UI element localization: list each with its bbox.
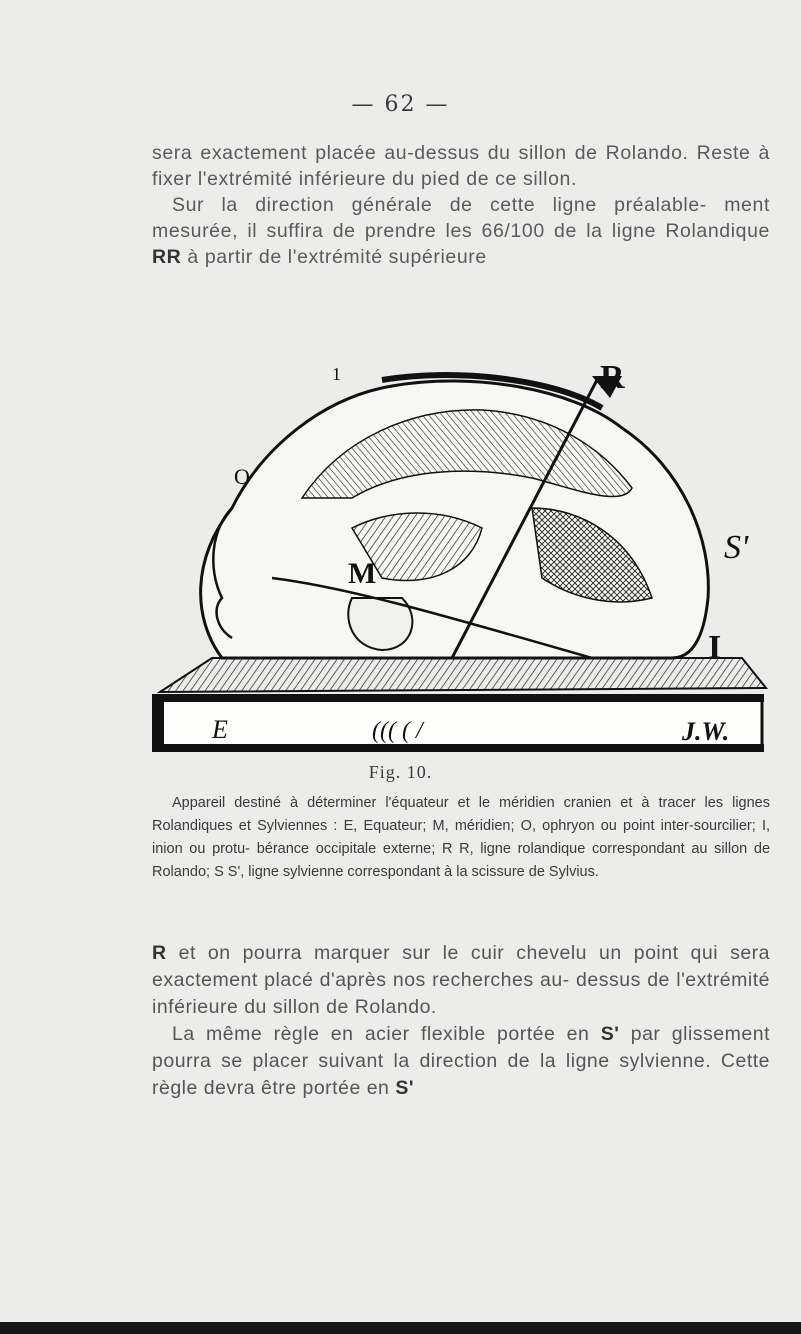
caption-line-1: Appareil destiné à déterminer l'équateur et le méridien cranien <box>172 795 612 811</box>
figure-label-r: R <box>600 359 625 396</box>
caption-line-2: et à tracer les lignes Rolandiques et Sylviennes : E, Equateur; <box>152 795 770 834</box>
paragraph-top-line-2: Rolando. Reste à fixer l'extrémité inférieure du pied <box>152 142 770 190</box>
paragraph-bottom-line-5: glissement pourra se placer suivant la direction de <box>152 1023 770 1072</box>
figure-label-s-prime: S' <box>724 529 749 566</box>
paragraph-bottom-line-3: dessus de l'extrémité inférieure du sillon de Rolando. <box>152 969 770 1018</box>
paragraph-bottom-line-4-bold: S' <box>600 1023 620 1045</box>
figure-ruler-marks: ((( ( / <box>372 718 423 744</box>
page-number: — 62 — <box>351 92 450 117</box>
figure-engraving <box>152 358 774 754</box>
figure-label-m: M <box>348 557 377 590</box>
caption-line-3: M, méridien; O, ophryon ou point inter-sourcilier; I, inion ou protu- <box>152 818 770 857</box>
paragraph-top <box>152 140 770 270</box>
paragraph-top-line-6b: à partir de l'extrémité supérieure <box>181 246 487 268</box>
paragraph-top-line-4: Sur la direction générale de cette ligne préalable- <box>172 194 707 216</box>
paragraph-top-line-3: de ce sillon. <box>466 168 578 190</box>
paragraph-bottom-line-1: et on pourra marquer sur le cuir chevelu un point <box>166 942 679 964</box>
figure-label-i: I <box>708 629 722 666</box>
figure-engraver-signature: J.W. <box>682 717 730 746</box>
paragraph-top-line-6-bold: RR <box>152 246 182 268</box>
paragraph-top-line-5: ment mesurée, il suffira de prendre les 66/100 de la <box>152 194 770 242</box>
caption-line-6: de Sylvius. <box>528 864 599 880</box>
paragraph-top-line-1: sera exactement placée au-dessus du sillon de <box>152 142 598 164</box>
figure-number: Fig. 10. <box>368 762 433 782</box>
paragraph-bottom-line-1-bold: R <box>152 942 167 964</box>
paragraph-bottom-line-6: la ligne sylvienne. Cette règle devra être portée en <box>152 1050 771 1099</box>
caption-line-4: bérance occipitale externe; R R, ligne rolandique correspondant au <box>256 841 708 857</box>
head-apparatus-illustration <box>152 358 774 754</box>
paragraph-top-line-6a: ligne Rolandique <box>611 220 770 242</box>
caption-line-5: sillon de Rolando; S S', ligne sylvienne correspondant à la scissure <box>152 841 771 880</box>
paragraph-bottom-line-6-bold: S' <box>395 1077 414 1099</box>
paragraph-bottom <box>152 940 770 1102</box>
paragraph-bottom-line-4: La même règle en acier flexible portée en <box>172 1023 601 1045</box>
paragraph-bottom-line-4-end: par <box>619 1023 661 1045</box>
figure-label-e: E <box>212 715 228 744</box>
figure-label-o: O <box>234 464 250 489</box>
paragraph-bottom-line-2: qui sera exactement placé d'après nos recherches au- <box>152 942 770 991</box>
figure-caption <box>152 792 770 884</box>
bottom-edge-bar <box>0 1322 801 1334</box>
figure-label-1: 1 <box>332 364 341 384</box>
